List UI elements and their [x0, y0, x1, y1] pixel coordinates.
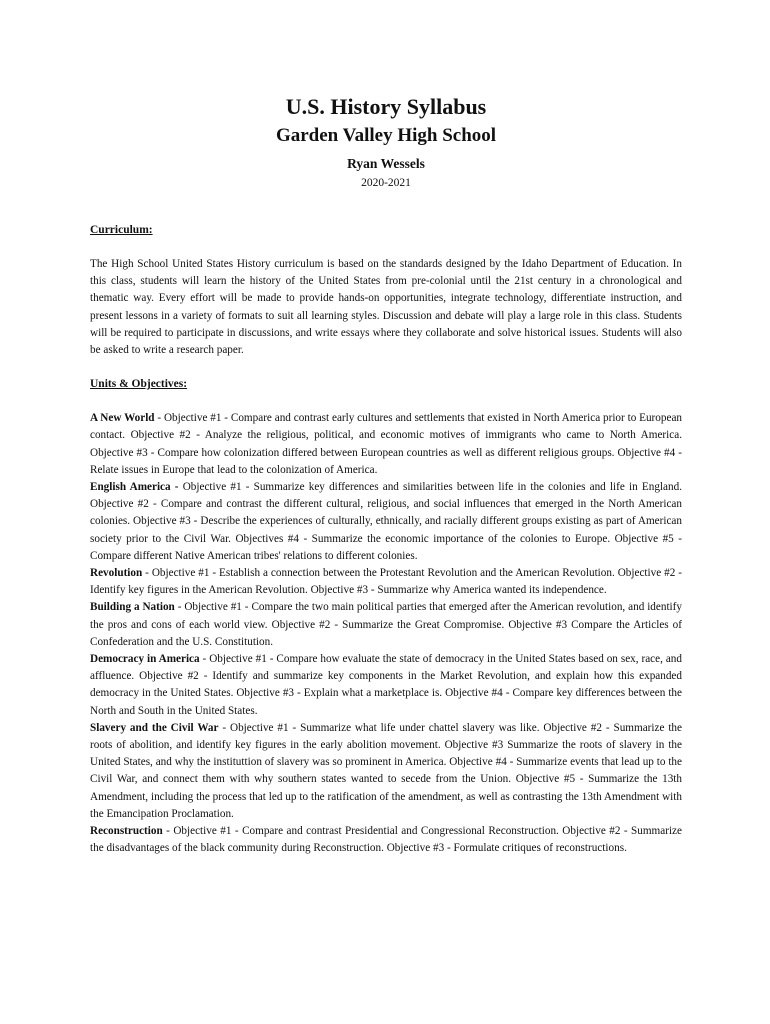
unit-english-america — [90, 479, 682, 565]
unit-objectives: - Objective #1 - Compare the two main political parties that emerged after the American revolution, and identify the pros and cons of each world view. Objective #2 - Summarize the Great Compromise. Objective #3 Compare the Articles of Confederation and the U.S. Constitution. — [90, 601, 682, 648]
unit-objectives: - Objective #1 - Compare and contrast Presidential and Congressional Reconstruction. Objective #2 - Summarize the disadvantages of the black community during Reconstruction. Objective #3 - Formulate critiques of reconstructions. — [90, 825, 682, 855]
unit-revolution — [90, 565, 682, 599]
unit-objectives: - Objective #1 - Summarize what life under chattel slavery was like. Objective #2 - Summarize the roots of abolition, and identify key figures in the early abolition movement. Objective #3 Summarize the roots of slavery in the United States, and why the instituttion of slavery was so prominent in America. Objective #4 - Summarize events that lead up to the Civil War, and connect them with why southern states wanted to secede from the Union. Objective #5 - Summarize the 13th Amendment, including the process that led up to the ratification of the amendment, as well as contrasting the 13th Amendment with the Emancipation Proclamation. — [90, 721, 682, 820]
unit-objectives: Objective #1 - Summarize key differences and similarities between life in the colonies and life in England. Objective #2 - Compare and contrast the different cultural, religious, and social influences that emerged in the North American colonies. Objective #3 - Describe the experiences of culturally, ethnically, and racially different groups existing as part of American society prior to the Civil War. Objectives #4 - Summarize the economic importance of the colonies to Europe. Objective #5 - Compare different Native American tribes' relations to different colonies. — [90, 481, 682, 562]
unit-title: Reconstruction — [90, 825, 163, 838]
unit-title: Slavery and the Civil War — [90, 721, 219, 734]
school-name: Garden Valley High School — [275, 125, 497, 146]
document-title: U.S. History Syllabus — [285, 94, 487, 119]
unit-democracy-in-america — [90, 651, 682, 720]
unit-objectives: - Objective #1 - Establish a connection between the Protestant Revolution and the American Revolution. Objective #2 - Identify key figures in the American Revolution. Objective #3 - Summarize why America wanted its independence. — [90, 567, 682, 597]
unit-slavery-and-the-civil-war — [90, 720, 682, 823]
unit-objectives: - Objective #1 - Compare how evaluate the state of democracy in the United States based on sex, race, and affluence. Objective #2 - Identify and summarize key components in the Market Revolution, and explain how this expanded democracy in the United States. Objective #3 - Explain what a marketplace is. Objective #4 - Compare key differences between the North and South in the United States. — [90, 653, 682, 717]
unit-title: Revolution — [90, 567, 143, 580]
syllabus-page — [90, 92, 682, 858]
curriculum-heading: Curriculum: — [90, 224, 153, 236]
unit-title: English America - — [90, 481, 179, 494]
units-list — [90, 410, 682, 857]
unit-building-a-nation — [90, 599, 682, 651]
curriculum-paragraph: The High School United States History curriculum is based on the standards designed by the Idaho Department of Education. In this class, students will learn the history of the United States from pre-colonial until the 21st century in a chronological and thematic way. Every effort will be made to provide hands-on opportunities, integrate technology, differentiate instruction, and present lessons in a variety of formats to suit all learning styles. Discussion and debate will play a large role in this class. Students will be required to participate in discussions, and write essays where they collaborate and solve historical issues. Students will also be asked to write a research paper. — [90, 258, 682, 357]
unit-title: Building a Nation — [90, 601, 175, 614]
unit-objectives: - Objective #1 - Compare and contrast early cultures and settlements that existed in North America prior to European contact. Objective #2 - Analyze the religious, political, and economic motives of immigrants who came to North America. Objective #3 - Compare how colonization differed between European countries as well as different religious groups. Objective #4 - Relate issues in Europe that lead to the colonization of America. — [90, 412, 682, 476]
unit-reconstruction — [90, 823, 682, 857]
unit-title: A New World — [90, 412, 155, 425]
units-heading: Units & Objectives: — [90, 378, 188, 391]
unit-title: Democracy in America — [90, 653, 200, 666]
unit-a-new-world — [90, 410, 682, 479]
teacher-name: Ryan Wessels — [347, 156, 425, 171]
school-year: 2020-2021 — [361, 177, 411, 189]
